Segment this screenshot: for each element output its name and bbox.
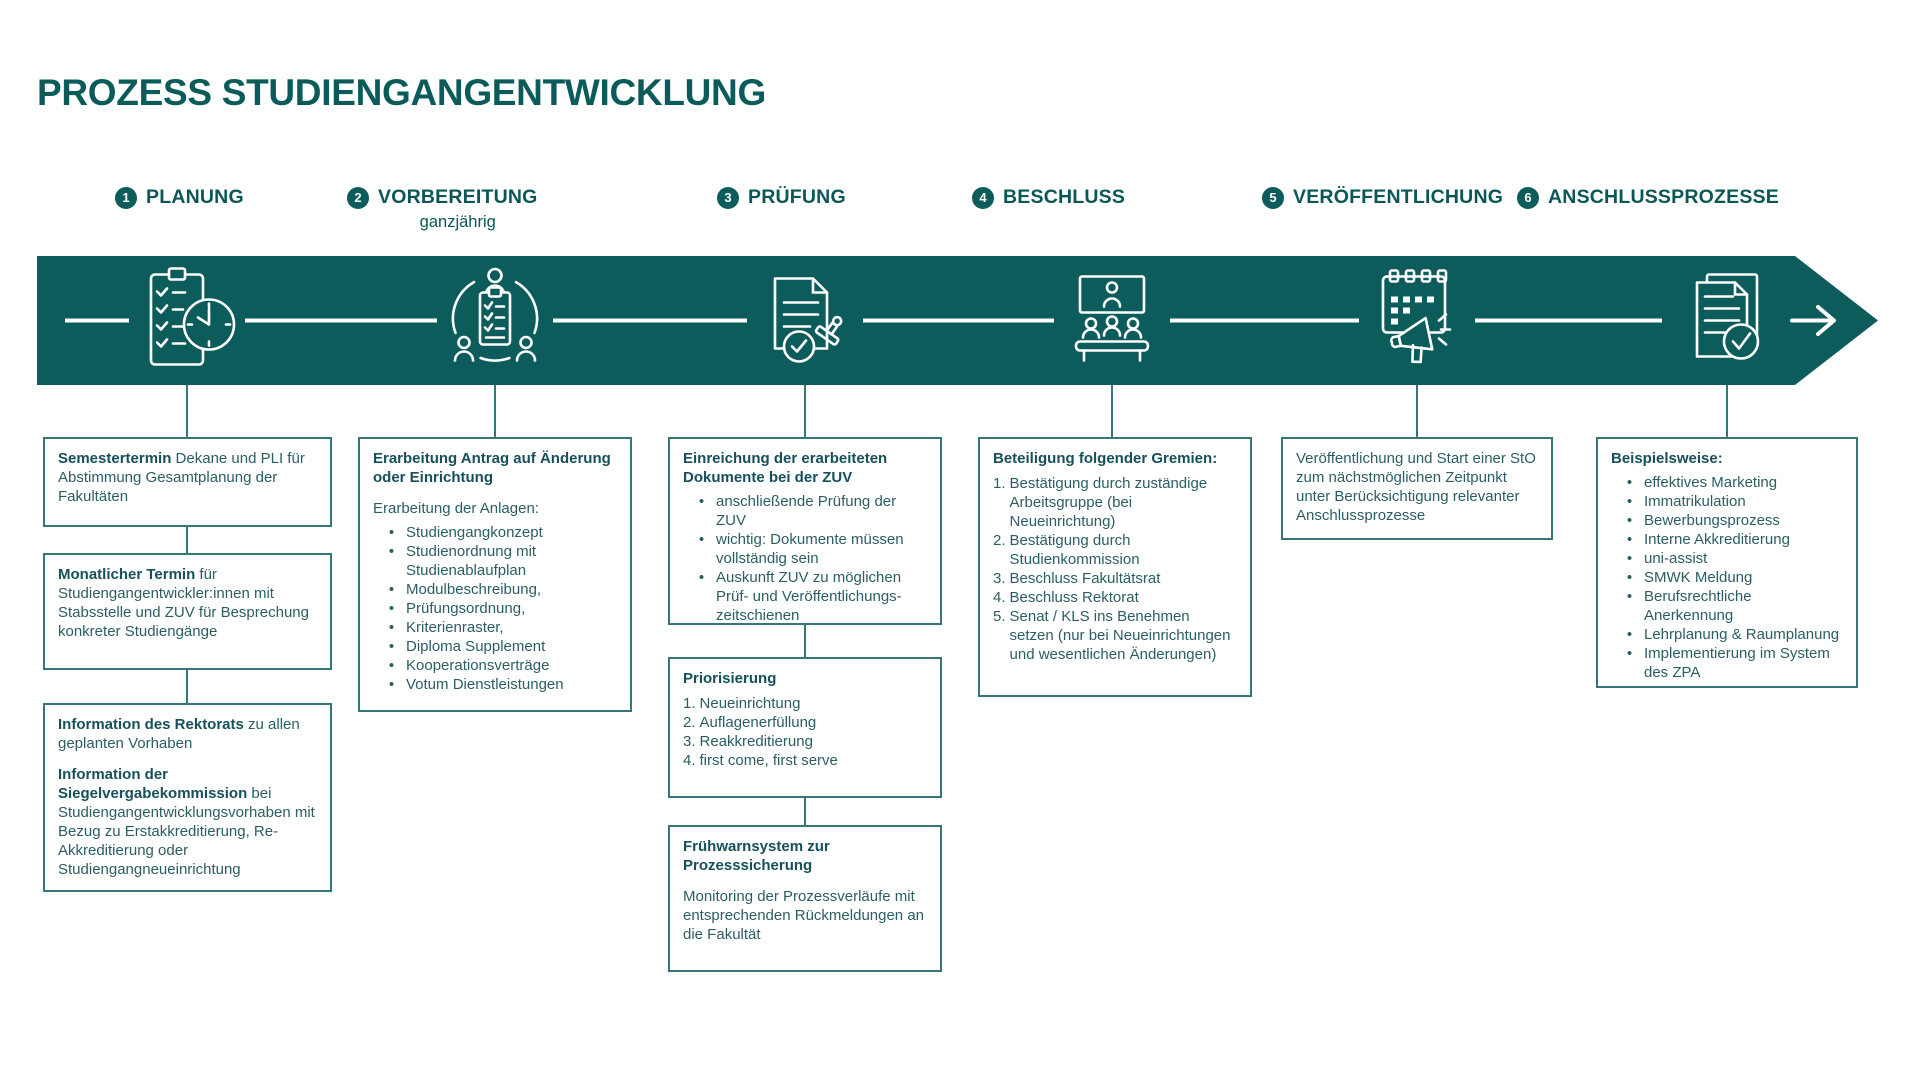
list-item: • Votum Dienstleistungen — [388, 676, 564, 693]
phase-number-badge: 5 — [1262, 187, 1284, 209]
phase-label: BESCHLUSS — [1003, 186, 1126, 208]
phase-label: PRÜFUNG — [748, 186, 846, 208]
list-item: 2. Bestätigung durch Studienkommission — [993, 532, 1140, 568]
list-item: • Bewerbungsprozess — [1626, 512, 1780, 529]
phase-header-veroeffentlichung — [1262, 186, 1503, 209]
box-paragraph: Information der Siegelvergabekommission bei Studiengangentwicklungsvorhaben mit Bezug zu Erstakkreditierung, Re-Akkreditierung oder Studiengangneueinrichtung — [58, 766, 315, 878]
phase-number-badge: 4 — [972, 187, 994, 209]
box-paragraph: Veröffentlichung und Start einer StO zum nächstmöglichen Zeitpunkt unter Berücksichtigung relevanter Anschlussprozesse — [1296, 450, 1536, 524]
list-item: • Diploma Supplement — [388, 638, 546, 655]
bullet-list — [697, 492, 927, 625]
phase-number-badge: 6 — [1517, 187, 1539, 209]
bullet-list — [387, 523, 617, 694]
phase-header-pruefung — [717, 186, 846, 209]
phase-sublabel: ganzjährig — [419, 213, 496, 231]
box-paragraph: Erarbeitung Antrag auf Änderung oder Einrichtung — [373, 450, 611, 486]
numbered-list — [993, 474, 1237, 664]
detail-box-erarbeitung-antrag — [358, 437, 632, 712]
connector-line — [1416, 385, 1418, 437]
list-item: • Immatrikulation — [1626, 493, 1746, 510]
connector-line — [186, 385, 188, 437]
list-item: • Interne Akkreditierung — [1626, 531, 1790, 548]
connector-line — [804, 385, 806, 437]
connector-line — [186, 670, 188, 703]
detail-box-veroeffentlichung — [1281, 437, 1553, 540]
connector-line — [494, 385, 496, 437]
box-paragraph: Frühwarnsystem zur Prozesssicherung — [683, 838, 830, 874]
numbered-list — [683, 694, 927, 770]
list-item: 3. Beschluss Fakultätsrat — [993, 570, 1161, 587]
phase-header-anschlussprozesse — [1517, 186, 1779, 209]
connector-line — [186, 527, 188, 553]
list-item: • Kriterienraster, — [388, 619, 504, 636]
phase-header-planung — [115, 186, 244, 209]
phase-label: VERÖFFENTLICHUNG — [1293, 186, 1504, 208]
detail-box-information-rektorat — [43, 703, 332, 892]
icon-tile — [1054, 262, 1170, 379]
bullet-list — [1625, 473, 1843, 682]
page-title: PROZESS STUDIENGANGENTWICKLUNG — [37, 72, 766, 113]
phase-label: PLANUNG — [146, 186, 244, 208]
list-item: • Lehrplanung & Raumplanung — [1626, 626, 1840, 643]
list-item: • wichtig: Dokumente müssen vollständig sein — [698, 531, 904, 567]
list-item: • anschließende Prüfung der ZUV — [698, 493, 897, 529]
box-paragraph: Beispielsweise: — [1611, 450, 1723, 467]
detail-box-fruehwarnsystem — [668, 825, 942, 972]
box-paragraph: Information des Rektorats zu allen geplanten Vorhaben — [58, 716, 300, 752]
list-item: 5. Senat / KLS ins Benehmen setzen (nur bei Neueinrichtungen und wesentlichen Änderungen) — [993, 608, 1231, 663]
box-paragraph: Einreichung der erarbeiteten Dokumente bei der ZUV — [683, 450, 888, 486]
list-item: 4. first come, first serve — [683, 752, 838, 769]
list-item: • Studienordnung mit Studienablaufplan — [388, 543, 537, 579]
list-item: 4. Beschluss Rektorat — [993, 589, 1139, 606]
list-item: • Berufsrechtliche Anerkennung — [1626, 588, 1752, 624]
phase-number-badge: 1 — [115, 187, 137, 209]
list-item: • Studiengangkonzept — [388, 524, 543, 541]
phase-header-vorbereitung — [347, 186, 538, 231]
detail-box-gremien — [978, 437, 1252, 697]
list-item: • effektives Marketing — [1626, 474, 1778, 491]
phase-label: ANSCHLUSSPROZESSE — [1548, 186, 1779, 208]
connector-line — [1726, 385, 1728, 437]
list-item: • Implementierung im System des ZPA — [1626, 645, 1830, 681]
list-item: • SMWK Meldung — [1626, 569, 1753, 586]
list-item: 2. Auflagenerfüllung — [683, 714, 817, 731]
list-item: 1. Neueinrichtung — [683, 695, 801, 712]
phase-header-beschluss — [972, 186, 1125, 209]
detail-box-beispielsweise — [1596, 437, 1858, 688]
connector-line — [1111, 385, 1113, 437]
box-paragraph: Erarbeitung der Anlagen: — [373, 500, 539, 517]
box-paragraph: Monitoring der Prozessverläufe mit entsprechenden Rückmeldungen an die Fakultät — [683, 888, 925, 943]
list-item: 1. Bestätigung durch zuständige Arbeitsgruppe (bei Neueinrichtung) — [993, 475, 1208, 530]
list-item: • uni-assist — [1626, 550, 1708, 567]
phase-number-badge: 3 — [717, 187, 739, 209]
detail-box-priorisierung — [668, 657, 942, 798]
detail-box-semestertermin — [43, 437, 332, 527]
phase-label: VORBEREITUNG — [378, 186, 538, 208]
box-paragraph: Priorisierung — [683, 670, 777, 687]
list-item: • Auskunft ZUV zu möglichen Prüf- und Veröffentlichungs- zeitschienen — [698, 569, 902, 624]
box-paragraph: Semestertermin Dekane und PLI für Abstimmung Gesamtplanung der Fakultäten — [58, 450, 305, 505]
detail-box-einreichung-zuv — [668, 437, 942, 625]
list-item: • Prüfungsordnung, — [388, 600, 526, 617]
box-paragraph: Monatlicher Termin für Studiengangentwickler:innen mit Stabsstelle und ZUV für Besprechung konkreter Studiengänge — [58, 566, 309, 640]
detail-box-monatlicher-termin — [43, 553, 332, 670]
list-item: • Kooperationsverträge — [388, 657, 550, 674]
box-paragraph: Beteiligung folgender Gremien: — [993, 450, 1218, 467]
connector-line — [804, 798, 806, 825]
list-item: • Modulbeschreibung, — [388, 581, 542, 598]
list-item: 3. Reakkreditierung — [683, 733, 813, 750]
phase-number-badge: 2 — [347, 187, 369, 209]
process-arrow-band — [0, 256, 1920, 385]
connector-line — [804, 625, 806, 657]
